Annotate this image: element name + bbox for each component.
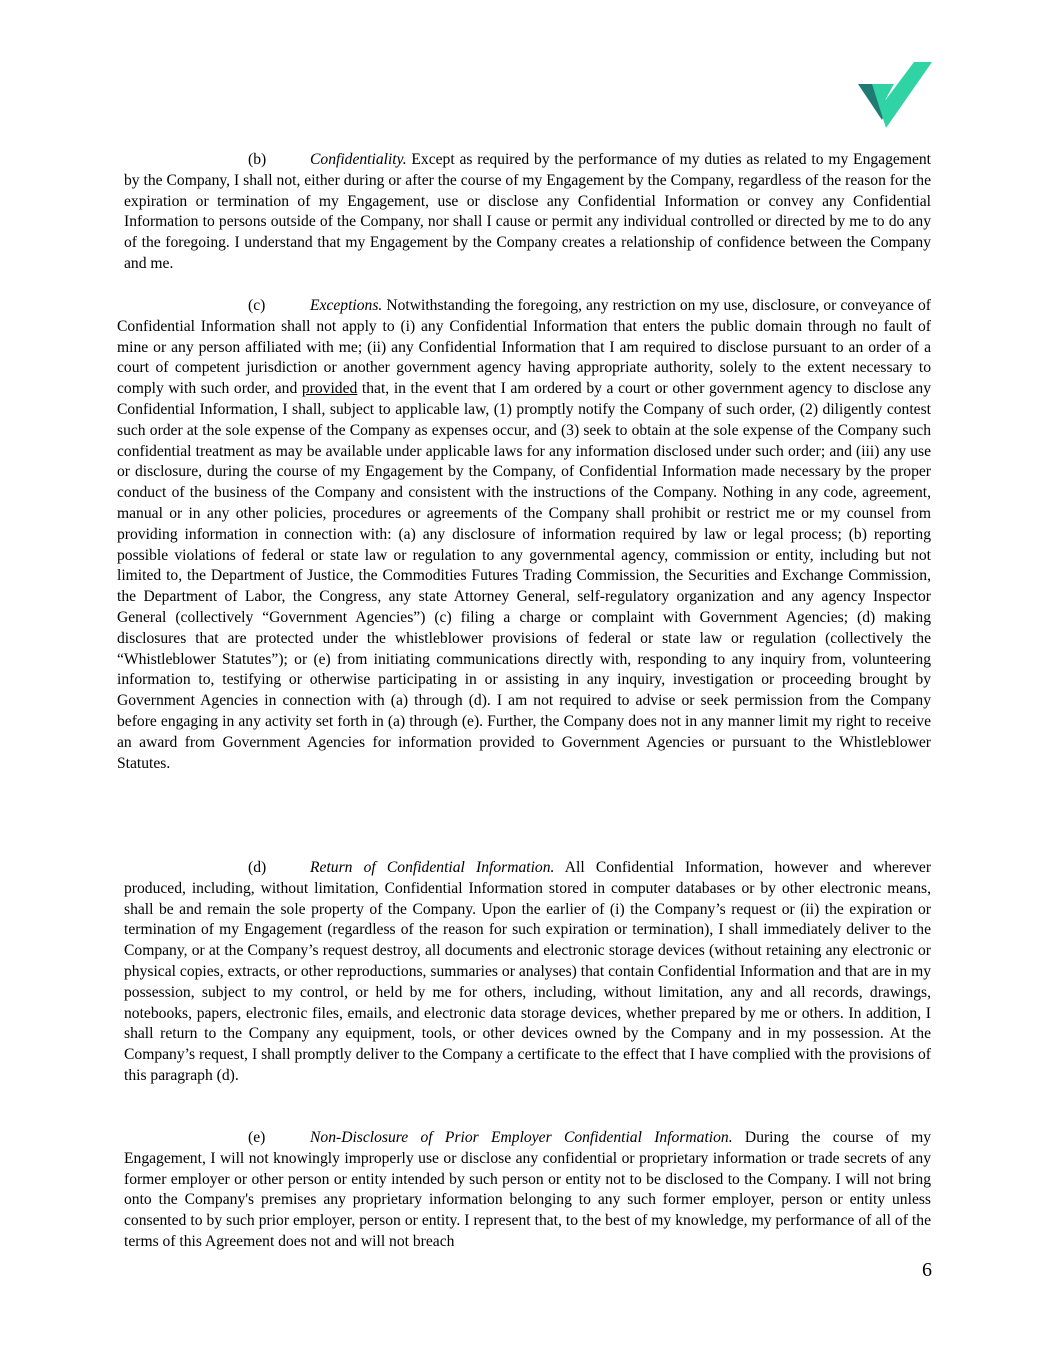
paragraph-label: (b) [248,151,267,168]
paragraph-label: (c) [248,297,266,314]
paragraph-body: During the course of my Engagement, I will not knowingly improperly use or disclose any confidential or proprietary information or trade secrets of any former employer or other person or entity intended by such person or entity not to be disclosed to the Company. I will not bring onto the Company's premises any proprietary information belonging to any such former employer, person or entity unless consented to by such prior employer, person or entity. I represent that, to the best of my knowledge, my performance of all of the terms of this Agreement does not and will not breach [124,1129,931,1250]
paragraph-c-exceptions [117,296,931,774]
page-number: 6 [922,1259,932,1281]
brand-check-logo-icon [856,60,932,128]
paragraph-label: (d) [248,859,267,876]
paragraph-heading: Confidentiality. [310,151,407,168]
paragraph-heading: Non-Disclosure of Prior Employer Confidential Information. [310,1129,733,1146]
paragraph-body-continued: that, in the event that I am ordered by a court or other government agency to disclose any Confidential Information, I shall, subject to applicable law, (1) promptly notify the Company of such order, (2) diligently contest such order at the sole expense of the Company as expenses occur, and (3) seek to obtain at the sole expense of the Company such confidential treatment as may be available under applicable laws for any information disclosed under such order; and (iii) any use or disclosure, during the course of my Engagement by the Company, of Confidential Information made necessary by the proper conduct of the business of the Company and consistent with the instructions of the Company. Nothing in any code, agreement, manual or in any other policies, procedures or agreements of the Company shall prohibit or restrict me or my counsel from providing information in connection with: (a) any disclosure of information required by law or legal process; (b) reporting possible violations of federal or state law or regulation to any governmental agency, commission or entity, including but not limited to, the Department of Justice, the Commodities Futures Trading Commission, the Securities and Exchange Commission, the Department of Labor, the Congress, any state Attorney General, self-regulatory organization and any agency Inspector General (collectively “Government Agencies”) (c) filing a charge or complaint with Government Agencies; (d) making disclosures that are protected under the whistleblower provisions of federal or state law or regulation (collectively the “Whistleblower Statutes”); or (e) from initiating communications directly with, responding to any inquiry from, volunteering information to, testifying or otherwise participating in or assisting in any inquiry, investigation or proceeding brought by Government Agencies in connection with (a) through (d). I am not required to advise or seek permission from the Company before engaging in any activity set forth in (a) through (e). Further, the Company does not in any manner limit my right to receive an award from Government Agencies for information provided to Government Agencies or pursuant to the Whistleblower Statutes. [117,380,931,772]
paragraph-body: Except as required by the performance of my duties as related to my Engagement by the Company, I shall not, either during or after the course of my Engagement by the Company, regardless of the reason for the expiration or termination of my Engagement, use or disclose any Confidential Information or convey any Confidential Information to persons outside of the Company, nor shall I cause or permit any individual controlled or directed by me to do any of the foregoing. I understand that my Engagement by the Company creates a relationship of confidence between the Company and me. [124,151,931,272]
paragraph-d-return-of-confidential-information [124,858,931,1087]
paragraph-body: Notwithstanding the foregoing, any restriction on my use, disclosure, or conveyance of Confidential Information shall not apply to (i) any Confidential Information that enters the public domain through no fault of mine or any person affiliated with me; (ii) any Confidential Information that I am required to disclose pursuant to an order of a court of competent jurisdiction or another government agency having appropriate authority, solely to the extent necessary to comply with such order, and [117,297,931,398]
paragraph-b-confidentiality [124,150,931,275]
underlined-term: provided [301,380,358,398]
paragraph-heading: Return of Confidential Information. [310,859,555,876]
paragraph-body: All Confidential Information, however and wherever produced, including, without limitation, Confidential Information stored in computer databases or by other electronic means, shall be and remain the sole property of the Company. Upon the earlier of (i) the Company’s request or (ii) the expiration or termination of my Engagement (regardless of the reason for such expiration or termination), I shall immediately deliver to the Company, or at the Company’s request destroy, all documents and electronic storage devices (without retaining any electronic or physical copies, extracts, or other reproductions, summaries or analyses) that contain Confidential Information and that are in my possession, subject to my control, or held by me for others, including, without limitation, any and all records, drawings, notebooks, papers, electronic files, emails, and electronic data storage devices, whether prepared by me or others. In addition, I shall return to the Company any equipment, tools, or other devices owned by the Company and in my possession. At the Company’s request, I shall promptly deliver to the Company a certificate to the effect that I have complied with the provisions of this paragraph (d). [124,859,932,1084]
paragraph-e-non-disclosure-prior-employer [124,1128,931,1253]
paragraph-label: (e) [248,1129,266,1146]
paragraph-heading: Exceptions. [310,297,383,314]
